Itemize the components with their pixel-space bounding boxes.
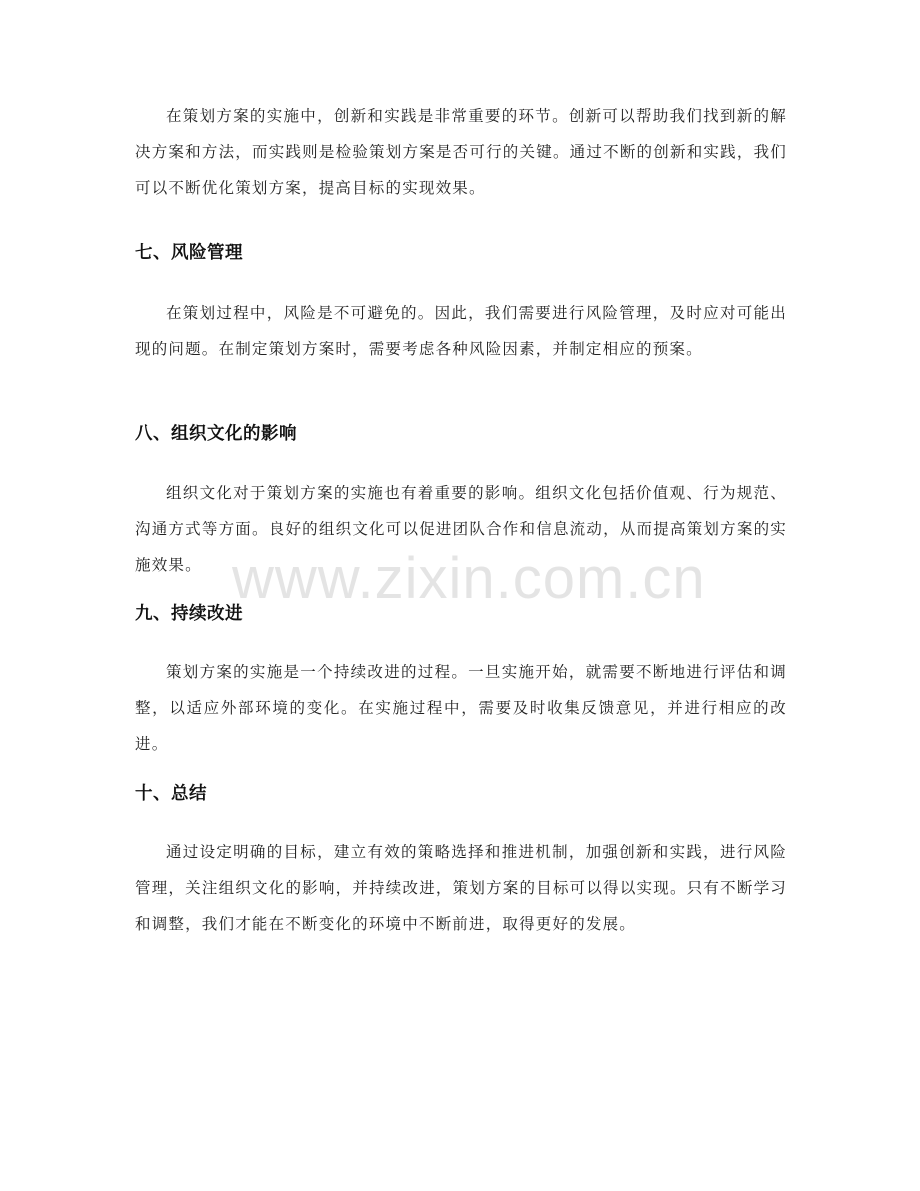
paragraph-innovation-practice: 在策划方案的实施中，创新和实践是非常重要的环节。创新可以帮助我们找到新的解决方案和方法，而实践则是检验策划方案是否可行的关键。通过不断的创新和实践，我们可以不断优化策划方案，提高目标的实现效果。 [135,107,787,197]
paragraph-continuous-improvement: 策划方案的实施是一个持续改进的过程。一旦实施开始，就需要不断地进行评估和调整，以适应外部环境的变化。在实施过程中，需要及时收集反馈意见，并进行相应的改进。 [135,663,787,753]
document-body [135,98,787,942]
heading-organizational-culture: 八、组织文化的影响 [135,424,297,444]
paragraph-summary: 通过设定明确的目标，建立有效的策略选择和推进机制，加强创新和实践，进行风险管理，关注组织文化的影响，并持续改进，策划方案的目标可以得以实现。只有不断学习和调整，我们才能在不断变化的环境中不断前进，取得更好的发展。 [135,843,787,933]
heading-summary: 十、总结 [135,784,207,804]
heading-continuous-improvement: 九、持续改进 [135,604,243,624]
paragraph-organizational-culture: 组织文化对于策划方案的实施也有着重要的影响。组织文化包括价值观、行为规范、沟通方式等方面。良好的组织文化可以促进团队合作和信息流动，从而提高策划方案的实施效果。 [135,484,787,574]
heading-risk-management: 七、风险管理 [135,243,243,263]
paragraph-risk-management: 在策划过程中，风险是不可避免的。因此，我们需要进行风险管理，及时应对可能出现的问题。在制定策划方案时，需要考虑各种风险因素，并制定相应的预案。 [135,304,787,358]
watermark-text: www.zixin.com.cn [232,546,706,611]
